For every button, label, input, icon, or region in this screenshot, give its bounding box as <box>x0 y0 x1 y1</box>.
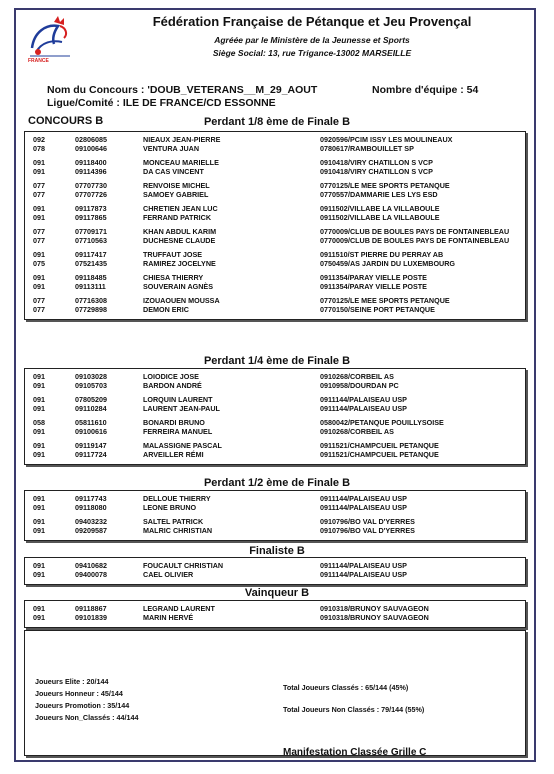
player-row <box>25 296 525 305</box>
section-title: Perdant 1/8 ème de Finale B <box>203 116 351 128</box>
player-row <box>25 404 525 413</box>
player-row <box>25 158 525 167</box>
dept-code: 077 <box>33 296 45 305</box>
club-name: 0910418/VIRY CHATILLON S VCP <box>320 167 433 176</box>
club-name: 0911144/PALAISEAU USP <box>320 561 407 570</box>
dept-code: 091 <box>33 372 45 381</box>
section-box <box>24 600 526 628</box>
dept-code: 091 <box>33 381 45 390</box>
dept-code: 091 <box>33 167 45 176</box>
dept-code: 091 <box>33 282 45 291</box>
player-name: SALTEL PATRICK <box>143 517 204 526</box>
team-pair <box>25 273 525 291</box>
club-name: 0911144/PALAISEAU USP <box>320 404 407 413</box>
licence-number: 09117743 <box>75 494 107 503</box>
licence-number: 09119147 <box>75 441 107 450</box>
club-name: 0911510/ST PIERRE DU PERRAY AB <box>320 250 444 259</box>
league-committee: Ligue/Comité : ILE DE FRANCE/CD ESSONNE <box>47 97 276 109</box>
player-row <box>25 418 525 427</box>
licence-number: 05811610 <box>75 418 107 427</box>
player-row <box>25 282 525 291</box>
dept-code: 091 <box>33 158 45 167</box>
section-title: Perdant 1/4 ème de Finale B <box>203 355 351 367</box>
stat-elite: Joueurs Elite : 20/144 <box>35 677 109 686</box>
dept-code: 091 <box>33 570 45 579</box>
team-pair <box>25 181 525 199</box>
section-title: Finaliste B <box>249 545 305 557</box>
dept-code: 077 <box>33 227 45 236</box>
player-name: RAMIREZ JOCELYNE <box>143 259 216 268</box>
player-row <box>25 144 525 153</box>
licence-number: 07707730 <box>75 181 107 190</box>
player-name: MALASSIGNE PASCAL <box>143 441 222 450</box>
licence-number: 09410682 <box>75 561 107 570</box>
player-name: MARIN HERVÉ <box>143 613 194 622</box>
stat-non-classes: Joueurs Non_Classés : 44/144 <box>35 713 139 722</box>
dept-code: 091 <box>33 604 45 613</box>
licence-number: 07716308 <box>75 296 107 305</box>
player-name: CAEL OLIVIER <box>143 570 194 579</box>
player-name: CHIESA THIERRY <box>143 273 204 282</box>
player-row <box>25 204 525 213</box>
licence-number: 07709171 <box>75 227 107 236</box>
club-name: 0911521/CHAMPCUEIL PETANQUE <box>320 441 439 450</box>
club-name: 0911144/PALAISEAU USP <box>320 494 407 503</box>
licence-number: 07521435 <box>75 259 107 268</box>
team-pair <box>25 561 525 579</box>
player-name: MALRIC CHRISTIAN <box>143 526 213 535</box>
stat-total-non-classes: Total Joueurs Non Classés : 79/144 (55%) <box>283 705 425 714</box>
licence-number: 02806085 <box>75 135 107 144</box>
dept-code: 091 <box>33 494 45 503</box>
player-name: NIEAUX JEAN-PIERRE <box>143 135 221 144</box>
player-name: KHAN ABDUL KARIM <box>143 227 217 236</box>
team-pair <box>25 135 525 153</box>
ffpjp-logo <box>24 12 76 68</box>
team-pair <box>25 227 525 245</box>
player-name: FERREIRA MANUEL <box>143 427 213 436</box>
player-row <box>25 227 525 236</box>
dept-code: 092 <box>33 135 45 144</box>
player-row <box>25 190 525 199</box>
stat-total-classes: Total Joueurs Classés : 65/144 (45%) <box>283 683 409 692</box>
licence-number: 09100646 <box>75 144 107 153</box>
licence-number: 09118485 <box>75 273 107 282</box>
licence-number: 09110284 <box>75 404 107 413</box>
player-row <box>25 570 525 579</box>
dept-code: 091 <box>33 517 45 526</box>
club-name: 0911144/PALAISEAU USP <box>320 395 407 404</box>
player-row <box>25 561 525 570</box>
dept-code: 091 <box>33 404 45 413</box>
licence-number: 09103028 <box>75 372 107 381</box>
licence-number: 09118400 <box>75 158 107 167</box>
dept-code: 091 <box>33 503 45 512</box>
section-box <box>24 490 526 541</box>
contest-name: Nom du Concours : 'DOUB_VETERANS__M_29_AOUT <box>47 84 318 96</box>
dept-code: 075 <box>33 259 45 268</box>
player-name: MONCEAU MARIELLE <box>143 158 219 167</box>
player-name: RENVOISE MICHEL <box>143 181 210 190</box>
club-name: 0910958/DOURDAN PC <box>320 381 399 390</box>
section-box <box>24 557 526 585</box>
stat-honneur: Joueurs Honneur : 45/144 <box>35 689 123 698</box>
licence-number: 09101839 <box>75 613 107 622</box>
licence-number: 09403232 <box>75 517 107 526</box>
licence-number: 09117417 <box>75 250 107 259</box>
stat-promotion: Joueurs Promotion : 35/144 <box>35 701 130 710</box>
club-name: 0910796/BO VAL D'YERRES <box>320 517 415 526</box>
player-row <box>25 213 525 222</box>
player-row <box>25 135 525 144</box>
licence-number: 07710563 <box>75 236 107 245</box>
club-name: 0910318/BRUNOY SAUVAGEON <box>320 604 429 613</box>
player-row <box>25 517 525 526</box>
player-name: FOUCAULT CHRISTIAN <box>143 561 224 570</box>
player-row <box>25 372 525 381</box>
team-pair <box>25 158 525 176</box>
team-pair <box>25 418 525 436</box>
player-name: SOUVERAIN AGNÈS <box>143 282 214 291</box>
player-name: LORQUIN LAURENT <box>143 395 213 404</box>
team-pair <box>25 517 525 535</box>
player-row <box>25 503 525 512</box>
player-row <box>25 395 525 404</box>
player-row <box>25 526 525 535</box>
player-row <box>25 450 525 459</box>
player-name: CHRETIEN JEAN LUC <box>143 204 218 213</box>
club-name: 0910796/BO VAL D'YERRES <box>320 526 415 535</box>
licence-number: 09118867 <box>75 604 107 613</box>
address-line: Siège Social: 13, rue Trigance-13002 MARSEILLE <box>212 48 412 58</box>
dept-code: 091 <box>33 273 45 282</box>
licence-number: 09117865 <box>75 213 107 222</box>
player-name: IZOUAOUEN MOUSSA <box>143 296 220 305</box>
team-pair <box>25 395 525 413</box>
team-pair <box>25 372 525 390</box>
dept-code: 077 <box>33 181 45 190</box>
club-name: 0770125/LE MEE SPORTS PETANQUE <box>320 296 450 305</box>
club-name: 0580042/PETANQUE POUILLYSOISE <box>320 418 444 427</box>
player-name: LAURENT JEAN-PAUL <box>143 404 220 413</box>
team-count: Nombre d'équipe : 54 <box>372 84 479 96</box>
player-row <box>25 273 525 282</box>
licence-number: 09105703 <box>75 381 107 390</box>
player-row <box>25 305 525 314</box>
club-name: 0911354/PARAY VIELLE POSTE <box>320 273 427 282</box>
dept-code: 091 <box>33 613 45 622</box>
dept-code: 077 <box>33 236 45 245</box>
player-row <box>25 259 525 268</box>
club-name: 0780617/RAMBOUILLET SP <box>320 144 414 153</box>
dept-code: 091 <box>33 213 45 222</box>
section-title: Vainqueur B <box>244 587 310 599</box>
player-row <box>25 604 525 613</box>
player-row <box>25 441 525 450</box>
club-name: 0770009/CLUB DE BOULES PAYS DE FONTAINEBLEAU <box>320 227 510 236</box>
team-pair <box>25 604 525 622</box>
player-name: VENTURA JUAN <box>143 144 200 153</box>
licence-number: 09100616 <box>75 427 107 436</box>
player-name: LOIODICE JOSE <box>143 372 199 381</box>
team-pair <box>25 204 525 222</box>
player-name: DELLOUE THIERRY <box>143 494 211 503</box>
licence-number: 09117873 <box>75 204 107 213</box>
ministry-line: Agréée par le Ministère de la Jeunesse et Sports <box>214 35 410 45</box>
player-row <box>25 250 525 259</box>
contest-label: CONCOURS B <box>28 115 104 127</box>
player-row <box>25 236 525 245</box>
player-name: LEONE BRUNO <box>143 503 197 512</box>
dept-code: 091 <box>33 441 45 450</box>
player-name: TRUFFAUT JOSE <box>143 250 203 259</box>
player-name: DEMON ERIC <box>143 305 189 314</box>
grille-classification: Manifestation Classée Grille C <box>283 747 427 758</box>
player-name: DUCHESNE CLAUDE <box>143 236 216 245</box>
club-name: 0910318/BRUNOY SAUVAGEON <box>320 613 429 622</box>
licence-number: 09114396 <box>75 167 107 176</box>
club-name: 0911144/PALAISEAU USP <box>320 570 407 579</box>
licence-number: 07707726 <box>75 190 107 199</box>
section-box <box>24 131 526 320</box>
player-name: DA CAS VINCENT <box>143 167 204 176</box>
licence-number: 09113111 <box>75 282 106 291</box>
logo-text: FRANCE <box>28 58 49 64</box>
player-name: ARVEILLER RÉMI <box>143 450 204 459</box>
player-row <box>25 494 525 503</box>
club-name: 0911521/CHAMPCUEIL PETANQUE <box>320 450 439 459</box>
licence-number: 09209587 <box>75 526 107 535</box>
club-name: 0920596/PCIM ISSY LES MOULINEAUX <box>320 135 453 144</box>
club-name: 0750459/AS JARDIN DU LUXEMBOURG <box>320 259 456 268</box>
player-row <box>25 381 525 390</box>
statistics-box <box>24 630 526 756</box>
dept-code: 091 <box>33 204 45 213</box>
dept-code: 091 <box>33 250 45 259</box>
club-name: 0770125/LE MEE SPORTS PETANQUE <box>320 181 450 190</box>
dept-code: 077 <box>33 305 45 314</box>
player-name: FERRAND PATRICK <box>143 213 212 222</box>
club-name: 0911144/PALAISEAU USP <box>320 503 407 512</box>
dept-code: 091 <box>33 526 45 535</box>
dept-code: 058 <box>33 418 45 427</box>
dept-code: 091 <box>33 395 45 404</box>
team-pair <box>25 441 525 459</box>
club-name: 0911502/VILLABE LA VILLABOULE <box>320 213 440 222</box>
player-name: SAMOEY GABRIEL <box>143 190 209 199</box>
licence-number: 09400078 <box>75 570 107 579</box>
federation-subtitle <box>102 34 522 60</box>
licence-number: 09117724 <box>75 450 107 459</box>
federation-title: Fédération Française de Pétanque et Jeu Provençal <box>152 14 472 29</box>
licence-number: 07805209 <box>75 395 107 404</box>
dept-code: 077 <box>33 190 45 199</box>
club-name: 0911502/VILLABE LA VILLABOULE <box>320 204 440 213</box>
player-row <box>25 167 525 176</box>
player-name: BARDON ANDRÉ <box>143 381 202 390</box>
player-name: LEGRAND LAURENT <box>143 604 215 613</box>
dept-code: 091 <box>33 561 45 570</box>
club-name: 0910268/CORBEIL AS <box>320 427 394 436</box>
section-title: Perdant 1/2 ème de Finale B <box>203 477 351 489</box>
dept-code: 091 <box>33 427 45 436</box>
licence-number: 07729898 <box>75 305 107 314</box>
club-name: 0910418/VIRY CHATILLON S VCP <box>320 158 433 167</box>
club-name: 0910268/CORBEIL AS <box>320 372 394 381</box>
team-pair <box>25 494 525 512</box>
dept-code: 078 <box>33 144 45 153</box>
club-name: 0770557/DAMMARIE LES LYS ESD <box>320 190 438 199</box>
player-row <box>25 181 525 190</box>
club-name: 0911354/PARAY VIELLE POSTE <box>320 282 427 291</box>
team-pair <box>25 296 525 314</box>
player-name: BONARDI BRUNO <box>143 418 205 427</box>
club-name: 0770150/SEINE PORT PETANQUE <box>320 305 435 314</box>
licence-number: 09118080 <box>75 503 107 512</box>
section-box <box>24 368 526 465</box>
player-row <box>25 427 525 436</box>
club-name: 0770009/CLUB DE BOULES PAYS DE FONTAINEBLEAU <box>320 236 510 245</box>
dept-code: 091 <box>33 450 45 459</box>
team-pair <box>25 250 525 268</box>
player-row <box>25 613 525 622</box>
